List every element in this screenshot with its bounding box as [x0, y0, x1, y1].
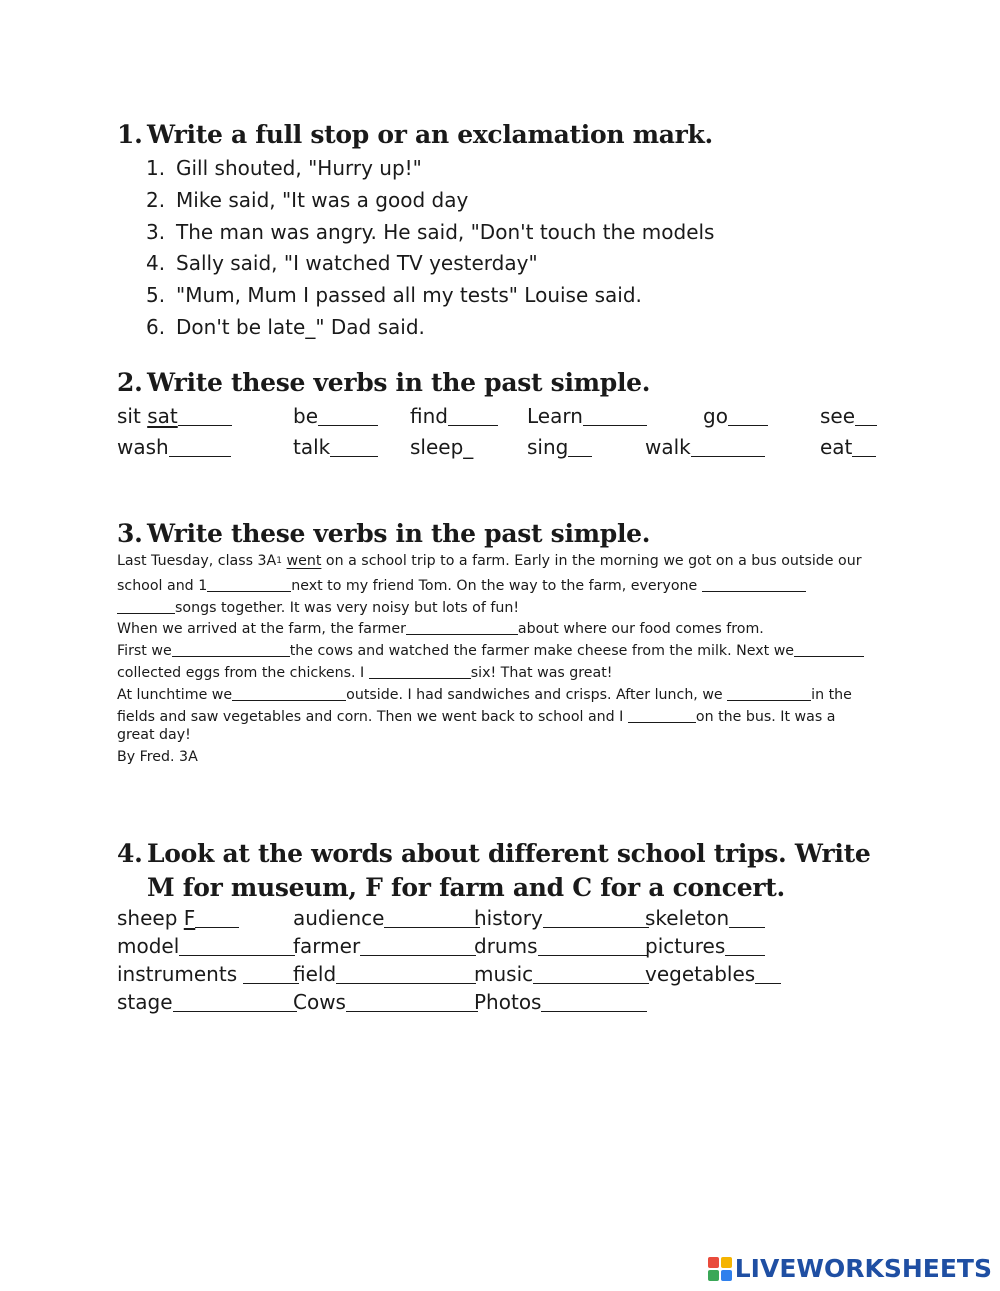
- verb-sit: [117, 401, 232, 431]
- list-item: [146, 153, 714, 185]
- story-line: [117, 704, 887, 726]
- answer-f: F: [183, 906, 196, 930]
- verb-label: sleep: [410, 435, 464, 459]
- word-skeleton: [645, 903, 765, 933]
- item-number: 3.: [146, 219, 166, 244]
- answer-blank[interactable]: [232, 684, 346, 701]
- story-segment: next to my friend Tom. On the way to the farm, everyone: [291, 577, 702, 594]
- logo-block: [721, 1257, 732, 1268]
- story-segment: about where our food comes from.: [517, 621, 764, 638]
- item-number: 5.: [146, 283, 166, 308]
- word-music: [474, 959, 649, 989]
- word-label: farmer: [293, 934, 361, 958]
- item-text: Gill shouted, "Hurry up!": [176, 156, 422, 180]
- section-3-heading: [117, 517, 887, 551]
- answer-blank[interactable]: [725, 935, 765, 956]
- verb-label: sit: [117, 404, 141, 428]
- story-segment: the cows and watched the farmer make cheese from the milk. Next we: [289, 643, 795, 660]
- story-line: [117, 682, 887, 704]
- section-1-title: Write a full stop or an exclamation mark.: [147, 120, 713, 149]
- verb-learn: [527, 401, 647, 431]
- word-farmer: [293, 931, 476, 961]
- verb-talk: [293, 432, 378, 462]
- answer-blank[interactable]: [852, 436, 876, 457]
- story-segment: By Fred. 3A: [117, 749, 198, 766]
- logo-block: [708, 1270, 719, 1281]
- answer-blank[interactable]: [448, 405, 498, 426]
- story-line: [117, 551, 887, 573]
- story-segment: six! That was great!: [470, 664, 613, 681]
- verb-be: [293, 401, 378, 431]
- word-label: music: [474, 962, 534, 986]
- word-label: audience: [293, 906, 385, 930]
- story-line: [117, 660, 887, 682]
- answer-blank[interactable]: [533, 963, 649, 984]
- answer-blank[interactable]: [318, 405, 378, 426]
- word-label: Cows: [293, 990, 346, 1014]
- story-segment: collected eggs from the chickens. I: [117, 664, 369, 681]
- answer-blank[interactable]: [369, 662, 471, 679]
- story-segment: fields and saw vegetables and corn. Then we went back to school and I: [117, 708, 628, 725]
- trip-words-row-3: [117, 959, 817, 989]
- logo-text: LIVEWORKSHEETS: [734, 1254, 992, 1283]
- item-text: The man was angry. He said, "Don't touch the models: [176, 219, 715, 244]
- section-4-title: Look at the words about different school trips. Write M for museum, F for farm and C for a concert.: [147, 839, 871, 902]
- item-number: 4.: [146, 251, 166, 276]
- liveworksheets-logo: [708, 1254, 992, 1283]
- word-label: Photos: [474, 990, 542, 1014]
- story-segment: outside. I had sandwiches and crisps. After lunch, we: [346, 686, 728, 703]
- section-2-title: Write these verbs in the past simple.: [147, 368, 651, 397]
- section-4-number: 4.: [117, 839, 143, 868]
- answer-blank[interactable]: [568, 436, 592, 457]
- item-number: 6.: [146, 314, 166, 339]
- section-4-heading: [117, 837, 887, 905]
- answer-blank[interactable]: [360, 935, 476, 956]
- answer-blank[interactable]: [583, 405, 647, 426]
- verb-label: talk: [293, 435, 331, 459]
- word-sheep: [117, 903, 239, 933]
- trip-words-row-4: [117, 987, 817, 1017]
- word-vegetables: [645, 959, 781, 989]
- answer-blank[interactable]: [330, 436, 378, 457]
- item-number: 1.: [146, 156, 166, 180]
- answer-blank[interactable]: [855, 405, 877, 426]
- answer-blank[interactable]: [179, 935, 295, 956]
- verb-sleep: [410, 432, 473, 462]
- verb-eat: [820, 432, 876, 462]
- list-item: [146, 217, 714, 249]
- item-text: Don't be late_" Dad said.: [176, 314, 425, 339]
- story-segment: on the bus. It was a: [695, 708, 836, 725]
- item-text: "Mum, Mum I passed all my tests" Louise said.: [176, 283, 642, 308]
- story-footnote: 1: [276, 556, 282, 566]
- verb-sing: [527, 432, 592, 462]
- trip-words-row-2: [117, 931, 817, 961]
- word-label: model: [117, 934, 180, 958]
- item-number: 2.: [146, 187, 166, 212]
- story-segment: on a school trip to a farm. Early in the morning we got on a bus outside our: [321, 553, 862, 569]
- verb-label: go: [703, 404, 728, 428]
- word-label: vegetables: [645, 962, 756, 986]
- verb-see: [820, 401, 877, 431]
- story-segment: Last Tuesday, class 3A: [117, 553, 277, 569]
- word-photos: [474, 987, 647, 1017]
- story-answer: went: [286, 553, 322, 569]
- list-item: [146, 312, 714, 344]
- list-item: [146, 248, 714, 280]
- logo-block: [721, 1270, 732, 1281]
- answer-blank[interactable]: [691, 436, 765, 457]
- story-signature: [117, 747, 887, 769]
- answer-blank[interactable]: [384, 907, 480, 928]
- answer-blank[interactable]: [117, 597, 175, 614]
- answer-blank[interactable]: [794, 640, 864, 657]
- answer-blank[interactable]: [195, 907, 239, 928]
- answer-blank[interactable]: [406, 618, 518, 635]
- item-text: Mike said, "It was a good day: [176, 187, 469, 212]
- answer-sat: sat: [147, 404, 178, 428]
- verb-label: find: [410, 404, 448, 428]
- section-2-number: 2.: [117, 368, 143, 397]
- word-stage: [117, 987, 297, 1017]
- logo-blocks-icon: [708, 1257, 732, 1281]
- story-segment: school and 1: [117, 577, 208, 594]
- story-segment: in the: [811, 686, 852, 703]
- story-line: [117, 573, 887, 595]
- trip-words-row-1: [117, 903, 817, 933]
- verb-wash: [117, 432, 231, 462]
- verb-label: be: [293, 404, 318, 428]
- word-label: sheep: [117, 906, 178, 930]
- word-instruments: [117, 959, 299, 989]
- section-3-number: 3.: [117, 519, 143, 548]
- story-segment: songs together. It was very noisy but lots of fun!: [175, 599, 520, 616]
- answer-blank[interactable]: [336, 963, 476, 984]
- word-label: stage: [117, 990, 173, 1014]
- word-model: [117, 931, 295, 961]
- verbs-row-2: [117, 432, 887, 462]
- answer-blank[interactable]: [538, 935, 648, 956]
- story-text: [117, 551, 887, 769]
- item-text: Sally said, "I watched TV yesterday": [176, 251, 538, 276]
- answer-blank[interactable]: _: [463, 435, 474, 459]
- answer-blank[interactable]: [243, 963, 299, 984]
- verb-label: eat: [820, 435, 853, 459]
- word-cows: [293, 987, 478, 1017]
- verb-find: [410, 401, 498, 431]
- word-label: instruments: [117, 962, 244, 986]
- answer-blank[interactable]: [172, 640, 290, 657]
- word-label: skeleton: [645, 906, 730, 930]
- verb-walk: [645, 432, 765, 462]
- answer-blank[interactable]: [178, 405, 232, 426]
- answer-blank[interactable]: [727, 684, 811, 701]
- verb-label: sing: [527, 435, 569, 459]
- word-label: drums: [474, 934, 538, 958]
- verb-label: Learn: [527, 404, 583, 428]
- story-line: [117, 616, 887, 638]
- word-audience: [293, 903, 480, 933]
- word-pictures: [645, 931, 765, 961]
- verb-label: see: [820, 404, 856, 428]
- answer-blank[interactable]: [541, 991, 647, 1012]
- story-line: [117, 638, 887, 660]
- logo-block: [708, 1257, 719, 1268]
- word-field: [293, 959, 476, 989]
- answer-blank[interactable]: [729, 907, 765, 928]
- story-line: [117, 725, 887, 747]
- verb-go: [703, 401, 768, 431]
- section-2-heading: [117, 366, 887, 400]
- answer-blank[interactable]: [728, 405, 768, 426]
- verb-label: wash: [117, 435, 169, 459]
- answer-blank[interactable]: [207, 575, 291, 592]
- word-history: [474, 903, 649, 933]
- word-drums: [474, 931, 648, 961]
- answer-blank[interactable]: [543, 907, 649, 928]
- story-segment: When we arrived at the farm, the farmer: [117, 621, 406, 638]
- verbs-row-1: [117, 401, 887, 431]
- story-segment: great day!: [117, 727, 191, 744]
- answer-blank[interactable]: [755, 963, 781, 984]
- answer-blank[interactable]: [346, 991, 478, 1012]
- word-label: history: [474, 906, 543, 930]
- list-item: [146, 280, 714, 312]
- answer-blank[interactable]: [173, 991, 297, 1012]
- answer-blank[interactable]: [169, 436, 231, 457]
- list-item: [146, 185, 714, 217]
- verb-label: walk: [645, 435, 691, 459]
- answer-blank[interactable]: [702, 575, 806, 592]
- section-1-heading: [117, 118, 887, 152]
- word-label: field: [293, 962, 337, 986]
- answer-blank[interactable]: [628, 706, 696, 723]
- story-line: [117, 595, 887, 617]
- word-label: pictures: [645, 934, 726, 958]
- story-segment: First we: [117, 643, 172, 660]
- section-3-title: Write these verbs in the past simple.: [147, 519, 651, 548]
- section-1-list: [146, 153, 714, 344]
- story-segment: At lunchtime we: [117, 686, 233, 703]
- section-1-number: 1.: [117, 120, 143, 149]
